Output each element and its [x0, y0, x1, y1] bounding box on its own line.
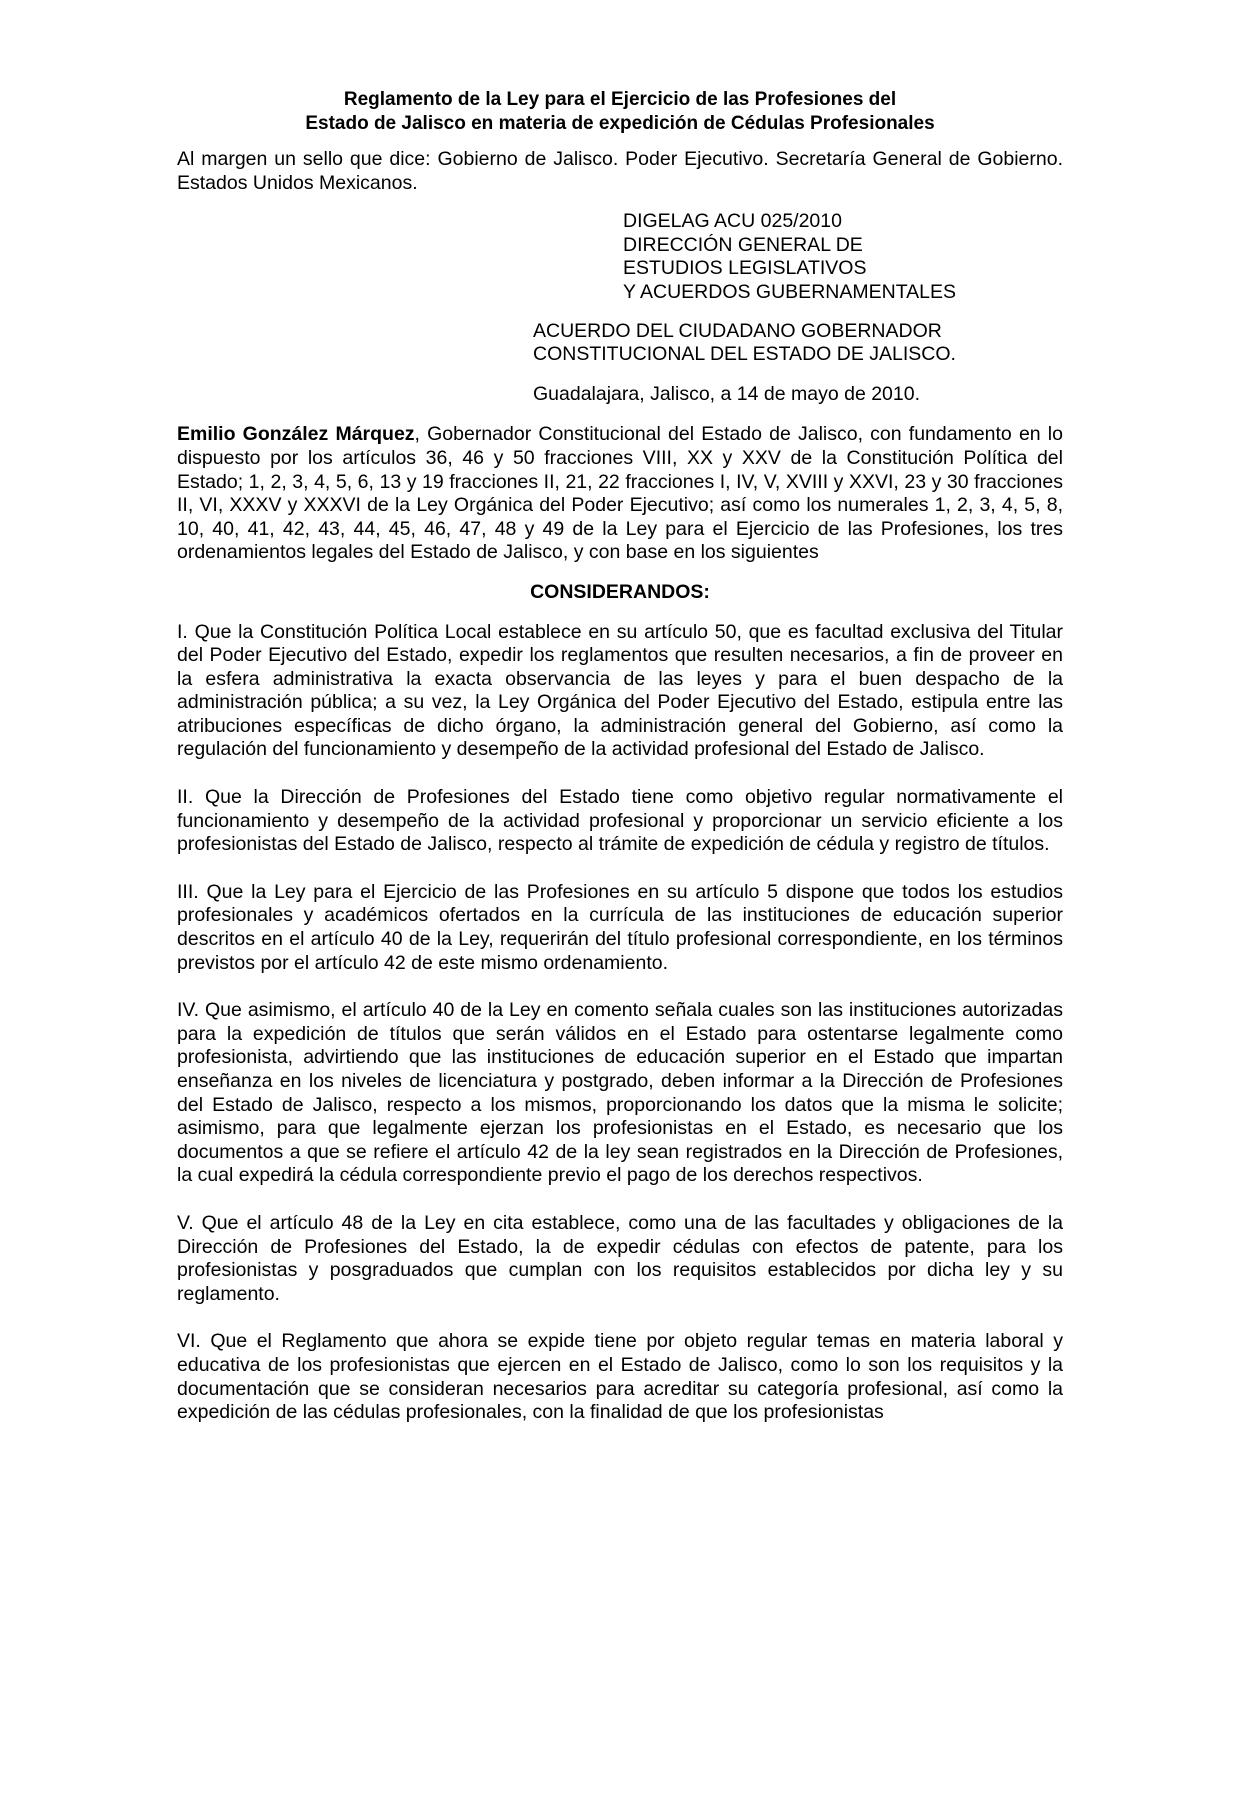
considerando-paragraph: VI. Que el Reglamento que ahora se expide tiene por objeto regular temas en materia laboral y educativa de los profesionistas que ejercen en el Estado de Jalisco, como lo son los requisitos y la documentación que se consideran necesarios para acreditar su categoría profesional, así como la expedición de las cédulas profesionales, con la finalidad de que los profesionistas [177, 1330, 1063, 1424]
considerando-paragraph: I. Que la Constitución Política Local establece en su artículo 50, que es facultad exclusiva del Titular del Poder Ejecutivo del Estado, expedir los reglamentos que resulten necesarios, a fin de proveer en la esfera administrativa la exacta observancia de las leyes y para el buen despacho de la administración pública; a su vez, la Ley Orgánica del Poder Ejecutivo del Estado, estipula entre las atribuciones específicas de dicho órgano, la administración general del Gobierno, así como la regulación del funcionamiento y desempeño de la actividad profesional del Estado de Jalisco. [177, 620, 1063, 761]
title-line-2: Estado de Jalisco en materia de expedición de Cédulas Profesionales [305, 112, 935, 134]
considerando-paragraph: IV. Que asimismo, el artículo 40 de la Ley en comento señala cuales son las instituciones autorizadas para la expedición de títulos que serán válidos en el Estado para ostentarse legalmente como profesionista, advirtiendo que las instituciones de educación superior en el Estado que impartan enseñanza en los niveles de licenciatura y postgrado, deben informar a la Dirección de Profesiones del Estado de Jalisco, respecto a los mismos, proporcionando los datos que la misma le solicite; asimismo, para que legalmente ejerzan los profesionistas en el Estado, es necesario que los documentos a que se refiere el artículo 42 de la ley sean registrados en la Dirección de Profesiones, la cual expedirá la cédula correspondiente previo el pago de los derechos respectivos. [177, 999, 1063, 1187]
acuerdo-line-1: ACUERDO DEL CIUDADANO GOBERNADOR [533, 319, 942, 342]
governor-name: Emilio González Márquez [177, 423, 415, 446]
considerando-paragraph: II. Que la Dirección de Profesiones del Estado tiene como objetivo regular normativamente el funcionamiento y desempeño de la actividad profesional y proporcionar un servicio eficiente a los profesionistas del Estado de Jalisco, respecto al trámite de expedición de cédula y registro de títulos. [177, 786, 1063, 856]
preamble-text: , Gobernador Constitucional del Estado de Jalisco, con fundamento en lo dispuesto por los artículos 36, 46 y 50 fracciones VIII, XX y XXV de la Constitución Política del Estado; 1, 2, 3, 4, 5, 6, 13 y 19 fracciones II, 21, 22 fracciones I, IV, V, XVIII y XXVI, 23 y 30 fracciones II, VI, XXXV y XXXVI de la Ley Orgánica del Poder Ejecutivo; así como los numerales 1, 2, 3, 4, 5, 8, 10, 40, 41, 42, 43, 44, 45, 46, 47, 48 y 49 de la Ley para el Ejercicio de las Profesiones, los tres ordenamientos legales del Estado de Jalisco, y con base en los siguientes [177, 423, 1063, 564]
digelag-line-2: DIRECCIÓN GENERAL DE [623, 233, 863, 256]
acuerdo-line-2: CONSTITUCIONAL DEL ESTADO DE JALISCO. [533, 343, 956, 366]
digelag-line-4: Y ACUERDOS GUBERNAMENTALES [623, 280, 957, 303]
intro-paragraph: Al margen un sello que dice: Gobierno de Jalisco. Poder Ejecutivo. Secretaría General de Gobierno. Estados Unidos Mexicanos. [177, 148, 1063, 194]
document-date: Guadalajara, Jalisco, a 14 de mayo de 2010. [533, 382, 921, 405]
considerando-paragraph: V. Que el artículo 48 de la Ley en cita establece, como una de las facultades y obligaciones de la Dirección de Profesiones del Estado, la de expedir cédulas con efectos de patente, para los profesionistas y posgraduados que cumplan con los requisitos establecidos por dicha ley y su reglamento. [177, 1211, 1063, 1305]
preamble-paragraph [177, 423, 1063, 565]
document-title [177, 88, 1063, 135]
digelag-line-3: ESTUDIOS LEGISLATIVOS [623, 257, 867, 280]
considerando-paragraph: III. Que la Ley para el Ejercicio de las Profesiones en su artículo 5 dispone que todos los estudios profesionales y académicos ofertados en la currícula de las instituciones de educación superior descritos en el artículo 40 de la Ley, requerirán del título profesional correspondiente, en los términos previstos por el artículo 42 de este mismo ordenamiento. [177, 880, 1063, 974]
section-heading: CONSIDERANDOS: [530, 580, 710, 603]
digelag-block [623, 210, 1063, 304]
document-body [177, 88, 1063, 1449]
digelag-line-1: DIGELAG ACU 025/2010 [623, 210, 842, 233]
acuerdo-block [533, 320, 1063, 367]
title-line-1: Reglamento de la Ley para el Ejercicio de las Profesiones del [343, 89, 897, 110]
